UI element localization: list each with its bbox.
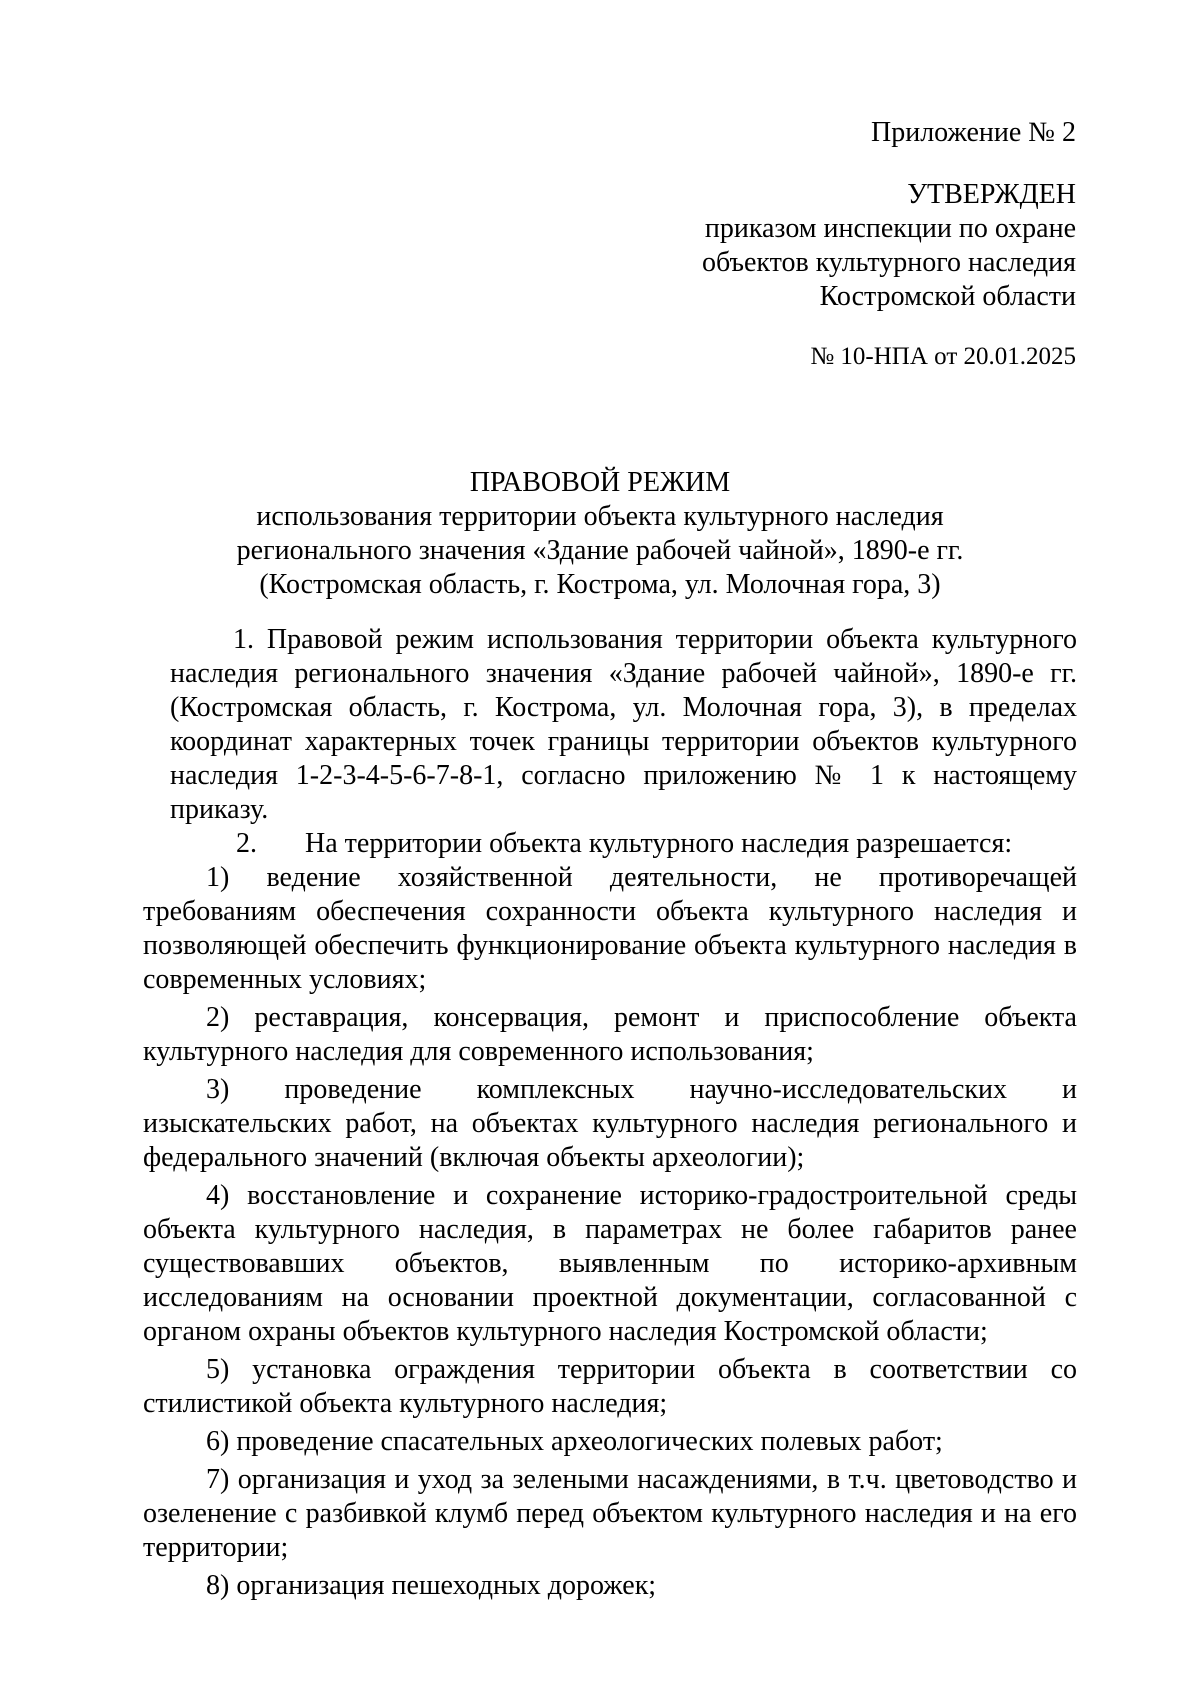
list-item: 2) реставрация, консервация, ремонт и приспособление объекта культурного наследия для современного использования; [143,1002,1077,1067]
paragraph-2 [143,827,1077,861]
list-item: 5) установка ограждения территории объекта в соответствии со стилистикой объекта культурного наследия; [143,1354,1077,1419]
document-body [143,623,1077,1607]
approval-stamp-text [702,178,1076,314]
document-title [0,466,1200,602]
list-item: 8) организация пешеходных дорожек; [206,1570,657,1601]
approved-line: объектов культурного наследия [701,247,1076,278]
appendix-label: Приложение № 2 [871,117,1076,148]
paragraph-2-number: 2. [236,828,257,859]
approved-line: Костромской области [819,281,1076,312]
title-heading: ПРАВОВОЙ РЕЖИМ [469,467,731,498]
paragraph-1: 1. Правовой режим использования территории объекта культурного наследия регионального значения «Здание рабочей чайной», 1890-е гг. (Костромская область, г. Кострома, ул. Молочная гора, 3), в пределах координат характерных точек границы территории объектов культурного наследия 1-2-3-4-5-6-7-8-1, согласно приложению № 1 к настоящему приказу. [170,624,1077,825]
title-line: (Костромская область, г. Кострома, ул. Молочная гора, 3) [259,569,941,600]
list-item: 1) ведение хозяйственной деятельности, не противоречащей требованиям обеспечения сохранности объекта культурного наследия и позволяющей обеспечить функционирование объекта культурного наследия в современных условиях; [143,862,1077,995]
approved-title: УТВЕРЖДЕН [907,179,1076,210]
order-number: № 10-НПА от 20.01.2025 [810,343,1076,370]
list-item: 4) восстановление и сохранение историко-градостроительной среды объекта культурного наследия, в параметрах не более габаритов ранее существовавших объектов, выявленным по историко-архивным исследованиям на основании проектной документации, согласованной с органом охраны объектов культурного наследия Костромской области; [143,1180,1077,1347]
approved-line: приказом инспекции по охране [704,213,1076,244]
list-item: 7) организация и уход за зелеными насаждениями, в т.ч. цветоводство и озеленение с разбивкой клумб перед объектом культурного наследия и на его территории; [143,1464,1077,1563]
list-item: 3) проведение комплексных научно-исследовательских и изыскательских работ, на объектах культурного наследия регионального и федерального значений (включая объекты археологии); [143,1074,1077,1173]
title-line: использования территории объекта культурного наследия [256,501,944,532]
paragraph-2-text: На территории объекта культурного наследия разрешается: [305,828,1013,859]
list-item: 6) проведение спасательных археологических полевых работ; [206,1426,943,1457]
title-line: регионального значения «Здание рабочей чайной», 1890-е гг. [236,535,964,566]
